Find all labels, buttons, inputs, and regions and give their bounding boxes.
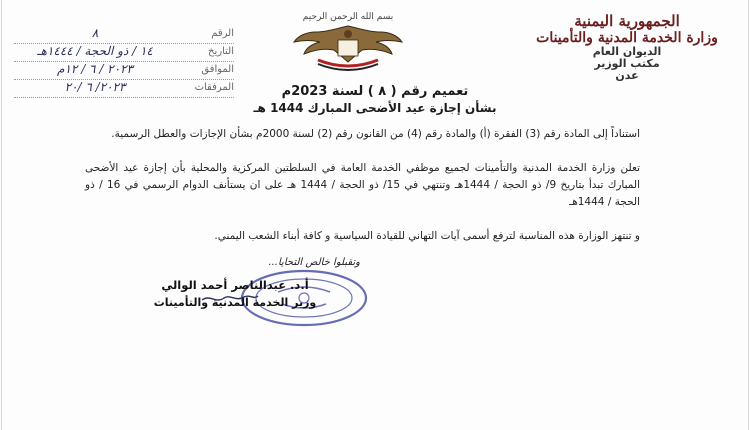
number-value: ٨	[91, 26, 99, 40]
handwritten-signature-icon	[200, 292, 260, 304]
paragraph-greetings: و تنتهز الوزارة هذه المناسبة لترفع أسمى آيات التهاني للقيادة السياسية و كافة أبناء الشعب اليمني.	[214, 230, 640, 242]
ministry-name: وزارة الخدمة المدنية والتأمينات	[536, 30, 718, 46]
ref-number-row	[14, 28, 234, 44]
paragraph-announcement: تعلن وزارة الخدمة المدنية والتأمينات لجميع موظفي الخدمة العامة في السلطتين المركزية والمحلية بأن إجازة عيد الأضحى المبارك تبدأ بتاريخ 9/ ذو الحجة / 1444هـ وتنتهي في 15/ ذو الحجة / 1444 هـ على ان يستأنف الدوام الرسمي في 16 / ذو الحجة / 1444هـ	[85, 162, 640, 208]
city-name: عدن	[615, 69, 639, 82]
date-label: التاريخ	[208, 46, 234, 57]
ref-corresponding-row	[14, 64, 234, 80]
office-line-2: مكتب الوزير	[594, 57, 660, 70]
signatory-role: وزير الخدمة المدنية والتأمينات	[153, 296, 317, 309]
signatory-name: أ.د. عبدالناصر أحمد الوالي	[161, 278, 309, 292]
corresponding-value: ٢٠٢٣ / ٦ / ١٢م	[57, 62, 133, 76]
scan-edge-left	[1, 0, 2, 430]
country-name: الجمهورية اليمنية	[574, 12, 680, 30]
national-emblem	[288, 12, 408, 76]
circular-title: تعميم رقم ( ٨ ) لسنة 2023م	[281, 84, 469, 99]
office-line-1: الديوان العام	[592, 45, 662, 58]
circular-subject: بشأن إجازة عيد الأضحى المبارك 1444 هـ	[253, 101, 497, 115]
closing-line: وتقبلوا خالص التحايا...	[268, 257, 360, 268]
basmala-text: بسم الله الرحمن الرحيم	[302, 12, 394, 22]
number-label: الرقم	[211, 28, 234, 39]
scan-edge-right	[748, 0, 749, 430]
corresponding-label: الموافق	[201, 64, 234, 75]
attachments-value: ٢٠٢٣/ ٦ /٢٠	[64, 80, 126, 94]
eagle-emblem-icon	[288, 22, 408, 72]
date-value: ١٤ / ذو الحجة / ١٤٤٤هـ	[37, 44, 153, 58]
ref-date-row	[14, 46, 234, 62]
letterhead	[522, 12, 732, 82]
paragraph-legal-basis: استناداً إلى المادة رقم (3) الفقرة (أ) والمادة رقم (4) من القانون رقم (2) لسنة 2000م بشأن الإجازات والعطل الرسمية.	[111, 128, 640, 140]
attachments-label: المرفقات	[194, 82, 234, 93]
